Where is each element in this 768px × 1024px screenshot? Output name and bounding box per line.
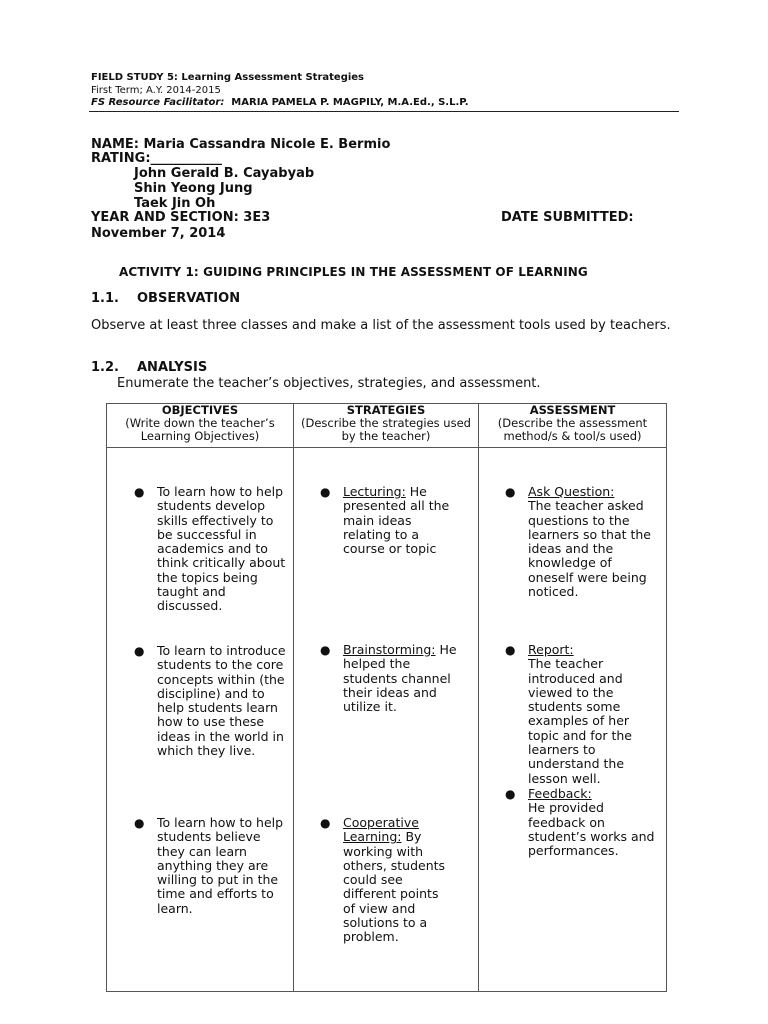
year-section: YEAR AND SECTION: 3E3 (91, 210, 271, 225)
column-title: STRATEGIES (346, 403, 426, 417)
strategy-item: ● Lecturing: He presented all the main ideas relating to a course or topic (320, 484, 450, 557)
column-subtitle: (Describe the assessment method/s & tool/s used) (497, 416, 648, 443)
section-number: 1.1. (91, 291, 119, 306)
section-title: OBSERVATION (137, 291, 241, 306)
course-title: FIELD STUDY 5: Learning Assessment Strategies (91, 72, 365, 83)
rating-line: RATING:___________ (91, 151, 223, 166)
objective-item: ● To learn how to help students believe they can learn anything they are willing to put in the time and efforts to learn. (157, 816, 287, 916)
strategies-header (294, 404, 479, 448)
assessment-item: ● Ask Question: The teacher asked questions to the learners so that the ideas and the knowledge of oneself were being noticed. (528, 485, 658, 599)
objective-item: ● To learn to introduce students to the core concepts within (the discipline) and to help students learn how to use these ideas in the world in which they live. (134, 643, 286, 759)
term-line: First Term; A.Y. 2014-2015 (91, 85, 221, 96)
column-subtitle: (Describe the strategies used by the teacher) (301, 416, 471, 443)
facilitator-name: MARIA PAMELA P. MAGPILY, M.A.Ed., S.L.P. (231, 97, 469, 108)
header-divider (89, 111, 679, 112)
table-header-row (107, 404, 667, 448)
strategy-text: He presented all the main ideas relating to a course or topic (343, 484, 450, 557)
objective-text: To learn to introduce students to the core concepts within (the discipline) and to help students learn how to use these ideas in the world in which they live. (157, 643, 286, 759)
assessment-item: ● Feedback: He provided feedback on student’s works and performances. (528, 787, 658, 858)
assessment-label: Report: (528, 642, 574, 657)
objective-text: To learn how to help students develop skills effectively to be successful in academics and to think critically about the topics being taught and discussed. (157, 484, 286, 614)
member-name: Taek Jin Oh (134, 196, 216, 211)
strategy-label: Lecturing: (343, 484, 406, 499)
section-observation-heading (91, 291, 240, 306)
date-submitted-label: DATE SUBMITTED: (501, 210, 634, 225)
objective-text: To learn how to help students believe they can learn anything they are willing to put in the time and efforts to learn. (157, 815, 284, 916)
assessment-text: The teacher introduced and viewed to the students some examples of her topic and for the learners to understand the lesson well. (528, 656, 632, 786)
facilitator-line (91, 97, 469, 109)
observation-text: Observe at least three classes and make a list of the assessment tools used by teachers. (91, 318, 671, 333)
assessment-header (479, 404, 667, 448)
section-title: ANALYSIS (137, 360, 208, 375)
member-name: John Gerald B. Cayabyab (134, 166, 315, 181)
strategy-item: ● Brainstorming: He helped the students channel their ideas and utilize it. (320, 642, 457, 715)
assessment-item: ● Report: The teacher introduced and viewed to the students some examples of her topic and for the learners to understand the lesson well. (528, 643, 658, 786)
column-title: ASSESSMENT (529, 403, 616, 417)
assessment-text: The teacher asked questions to the learners so that the ideas and the knowledge of oneself were being noticed. (528, 498, 651, 600)
strategy-label: Cooperative Learning: (343, 815, 419, 845)
facilitator-label: FS Resource Facilitator: (91, 97, 225, 108)
strategy-text: He helped the students channel their ideas and utilize it. (343, 642, 457, 715)
assessment-label: Ask Question: (528, 484, 615, 499)
objective-item: ● To learn how to help students develop skills effectively to be successful in academics and to think critically about the topics being taught and discussed. (134, 484, 286, 614)
activity-title: ACTIVITY 1: GUIDING PRINCIPLES IN THE ASSESSMENT OF LEARNING (119, 265, 588, 279)
objectives-header (107, 404, 294, 448)
column-title: OBJECTIVES (161, 403, 239, 417)
section-number: 1.2. (91, 360, 119, 375)
strategy-text: By working with others, students could see different points of view and solutions to a problem. (343, 829, 446, 945)
assessment-text: He provided feedback on student’s works and performances. (528, 800, 655, 859)
column-subtitle: (Write down the teacher’s Learning Objectives) (125, 416, 275, 443)
member-name: Shin Yeong Jung (134, 181, 253, 196)
strategy-label: Brainstorming: (343, 642, 436, 657)
date-submitted-value: November 7, 2014 (91, 226, 226, 241)
analysis-text: Enumerate the teacher’s objectives, strategies, and assessment. (117, 376, 541, 391)
strategy-item: ● Cooperative Learning: By working with others, students could see different points of view and solutions to a problem. (320, 815, 446, 945)
assessment-label: Feedback: (528, 786, 592, 801)
student-name: NAME: Maria Cassandra Nicole E. Bermio (91, 137, 391, 152)
section-analysis-heading (91, 360, 207, 375)
